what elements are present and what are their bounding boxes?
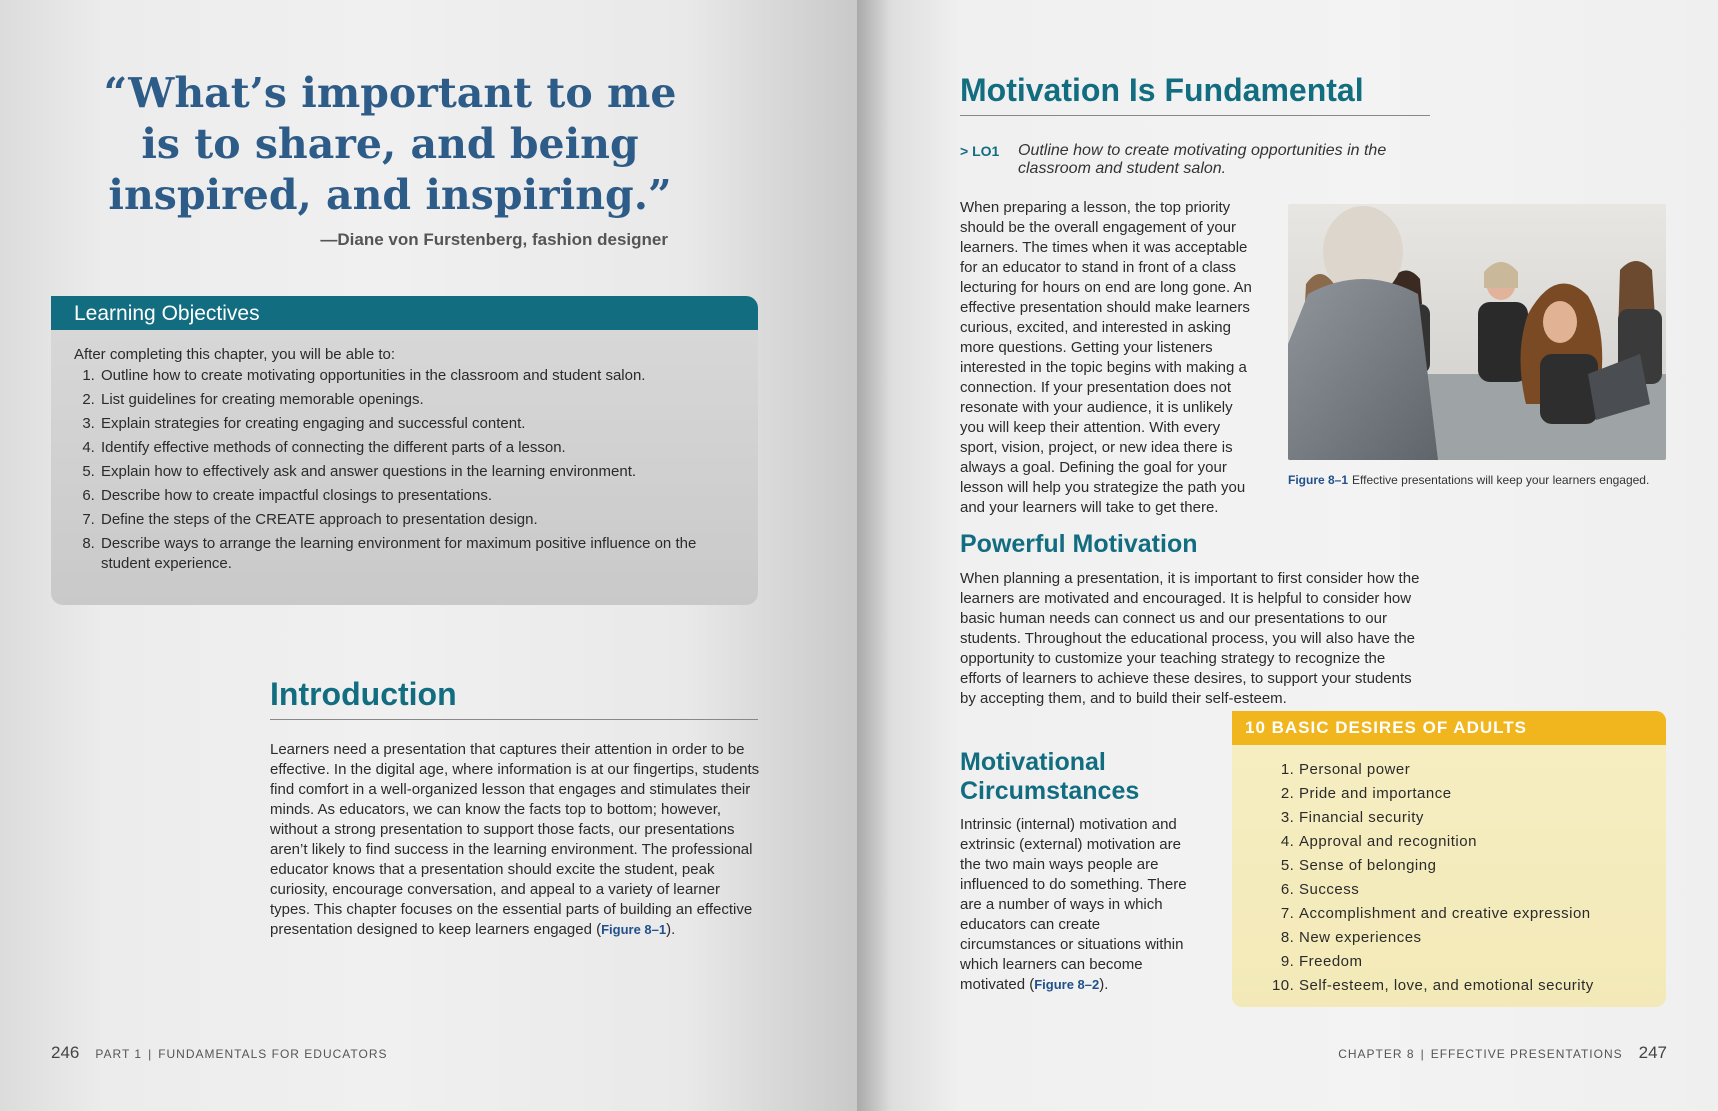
desire-item: 3. Financial security (1299, 806, 1666, 830)
learning-objectives-list (51, 366, 719, 574)
objective-item: 3. Explain strategies for creating engaging and successful content. (99, 414, 719, 434)
page-number: 246 (51, 1043, 80, 1062)
desire-item: 10. Self-esteem, love, and emotional security (1299, 974, 1666, 998)
circumstances-text: Intrinsic (internal) motivation and extrinsic (external) motivation are the two main ways people are influenced to do something. There are a number of ways in which educators can create circumstances or situations within which learners can become motivated ( (960, 816, 1187, 993)
chapter-label: CHAPTER 8 (1338, 1047, 1415, 1061)
photo-illustration (1288, 204, 1666, 460)
desire-item: 8. New experiences (1299, 926, 1666, 950)
figure-caption-text: Effective presentations will keep your learners engaged. (1352, 473, 1650, 487)
objective-item: 1. Outline how to create motivating opportunities in the classroom and student salon. (99, 366, 719, 386)
figure-reference-link[interactable]: Figure 8–1 (601, 922, 667, 937)
lo-text: Outline how to create motivating opportunities in the classroom and student salon. (1018, 142, 1387, 177)
introduction-heading: Introduction (270, 676, 758, 720)
desire-item: 7. Accomplishment and creative expression (1299, 902, 1666, 926)
introduction-paragraph (270, 740, 760, 940)
section-heading: Motivation Is Fundamental (960, 72, 1430, 116)
classroom-photo (1288, 204, 1666, 460)
lo-tag: > LO1 (960, 143, 1000, 159)
right-folio: CHAPTER 8 | EFFECTIVE PRESENTATIONS 247 (1338, 1043, 1667, 1062)
figure-reference-link[interactable]: Figure 8–2 (1034, 977, 1100, 992)
circumstances-text-end: ). (1099, 976, 1109, 993)
learning-objective-callout (960, 142, 1430, 178)
learning-objectives-box (51, 296, 758, 605)
main-paragraph: When preparing a lesson, the top priority should be the overall engagement of your learners. The times when it was acceptable for an educator to stand in front of a class lecturing for hours on end are long gone. An effective presentation should make learners curious, excited, and interested in asking more questions. Getting your listeners interested in the topic begins with making a connection. If your presentation does not resonate with your audience, it is unlikely you will keep their attention. With every sport, vision, project, or new idea there is always a goal. Defining the goal for your lesson will help you strategize the path you and your learners will take to get there. (960, 199, 1252, 516)
basic-desires-box (1232, 711, 1666, 1007)
figure-caption (1288, 473, 1678, 487)
figure-label: Figure 8–1 (1288, 473, 1349, 487)
right-page (857, 0, 1718, 1111)
desire-item: 4. Approval and recognition (1299, 830, 1666, 854)
desire-item: 9. Freedom (1299, 950, 1666, 974)
objective-item: 8. Describe ways to arrange the learning environment for maximum positive influence on the student experience. (99, 534, 719, 574)
basic-desires-title: 10 BASIC DESIRES OF ADULTS (1232, 711, 1666, 745)
introduction-text-end: ). (666, 921, 676, 938)
quote-attribution: —Diane von Furstenberg, fashion designer (320, 230, 668, 249)
powerful-motivation-heading: Powerful Motivation (960, 530, 1198, 558)
objective-item: 5. Explain how to effectively ask and answer questions in the learning environment. (99, 462, 719, 482)
learning-objectives-title: Learning Objectives (51, 296, 758, 330)
chapter-title: EFFECTIVE PRESENTATIONS (1430, 1047, 1623, 1061)
desire-item: 5. Sense of belonging (1299, 854, 1666, 878)
powerful-motivation-paragraph: When planning a presentation, it is important to first consider how the learners are motivated and encouraged. It is helpful to consider how basic human needs can connect us and our presentations to our students. Throughout the educational process, you will also have the opportunity to customize your teaching strategy to recognize the efforts of learners to achieve these desires, to support your students by accepting them, and to build their self-esteem. (960, 570, 1420, 707)
objective-item: 6. Describe how to create impactful closings to presentations. (99, 486, 719, 506)
learning-objectives-intro: After completing this chapter, you will be able to: (74, 346, 396, 363)
motivational-circumstances-paragraph (960, 815, 1200, 995)
motivational-circumstances-heading: Motivational Circumstances (960, 748, 1140, 805)
objective-item: 7. Define the steps of the CREATE approach to presentation design. (99, 510, 719, 530)
part-title: FUNDAMENTALS FOR EDUCATORS (158, 1047, 388, 1061)
objective-item: 4. Identify effective methods of connecting the different parts of a lesson. (99, 438, 719, 458)
left-page (0, 0, 857, 1111)
introduction-text: Learners need a presentation that captures their attention in order to be effective. In the digital age, where information is at our fingertips, students find comfort in a well-organized lesson that engages and stimulates their minds. As educators, we can know the facts top to bottom; however, without a strong presentation to support those facts, our presentations aren’t likely to find success in the learning environment. The professional educator knows that a presentation should excite the student, peak curiosity, encourage conversation, and appeal to a variety of learner types. This chapter focuses on the essential parts of building an effective presentation designed to keep learners engaged ( (270, 741, 760, 938)
objective-item: 2. List guidelines for creating memorable openings. (99, 390, 719, 410)
left-folio: 246 PART 1 | FUNDAMENTALS FOR EDUCATORS (51, 1043, 388, 1062)
pull-quote: “What’s important to me is to share, and being inspired, and inspiring.” (103, 69, 677, 219)
basic-desires-list (1232, 758, 1666, 998)
page-number: 247 (1638, 1043, 1667, 1062)
part-label: PART 1 (95, 1047, 143, 1061)
desire-item: 2. Pride and importance (1299, 782, 1666, 806)
desire-item: 1. Personal power (1299, 758, 1666, 782)
desire-item: 6. Success (1299, 878, 1666, 902)
